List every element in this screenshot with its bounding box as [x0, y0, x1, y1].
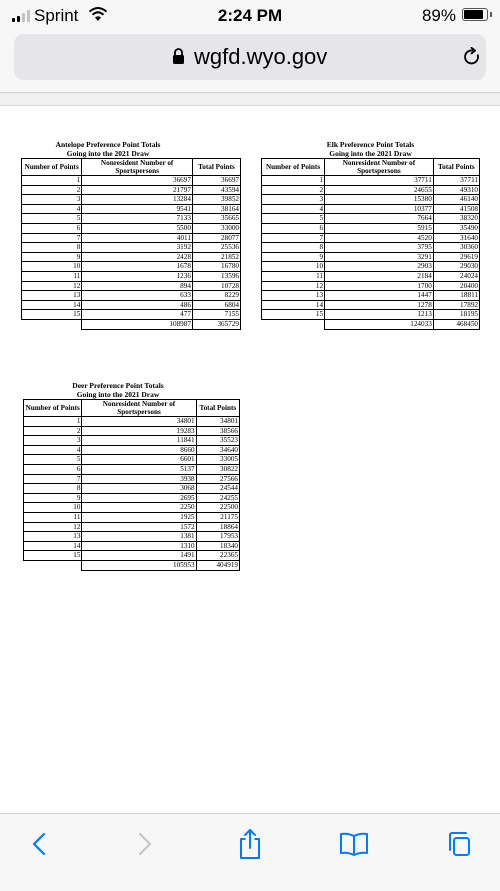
- table-row: [22, 281, 241, 291]
- table-row: [24, 541, 240, 551]
- antelope-subtitle: Going into the 2021 Draw: [66, 149, 150, 158]
- points-cell: 14: [24, 541, 82, 551]
- points-cell: 4: [24, 445, 82, 455]
- battery-nub: [490, 12, 492, 17]
- points-cell: 12: [22, 281, 82, 291]
- table-row: [22, 243, 241, 253]
- tabs-icon: [444, 830, 472, 858]
- table-row: [262, 176, 480, 186]
- points-cell: 6: [22, 223, 82, 233]
- total-points-cell: 18864: [196, 522, 239, 532]
- points-cell: 11: [262, 271, 325, 281]
- antelope-title-wrap: [21, 140, 241, 158]
- total-points-cell: 38164: [192, 204, 240, 214]
- sportspersons-cell: 3192: [82, 243, 193, 253]
- table-row: [22, 214, 241, 224]
- battery-icon: [462, 8, 488, 21]
- points-cell: 9: [22, 252, 82, 262]
- points-cell: 13: [24, 532, 82, 542]
- total-points-cell: 17953: [196, 532, 239, 542]
- table-row: [262, 223, 480, 233]
- sportspersons-cell: 633: [82, 291, 193, 301]
- sportspersons-cell: 2184: [325, 271, 434, 281]
- sportspersons-cell: 9541: [82, 204, 193, 214]
- status-bar: [0, 0, 500, 30]
- address-bar[interactable]: [14, 34, 486, 80]
- sportspersons-cell: 2903: [325, 262, 434, 272]
- elk-subtitle: Going into the 2021 Draw: [329, 149, 412, 158]
- points-cell: 10: [262, 262, 325, 272]
- total-points-cell: 29619: [433, 252, 479, 262]
- table-row: [24, 426, 240, 436]
- total-total-points-cell: 365729: [192, 319, 240, 329]
- table-row: [22, 185, 241, 195]
- total-points-cell: 29030: [433, 262, 479, 272]
- table-row: [262, 204, 480, 214]
- total-points-cell: 6804: [192, 300, 240, 310]
- sportspersons-cell: 6601: [82, 455, 196, 465]
- total-points-cell: 38566: [196, 426, 239, 436]
- page-header-strip: [0, 93, 500, 106]
- total-points-cell: 46140: [433, 195, 479, 205]
- total-points-cell: [22, 319, 82, 329]
- points-cell: 12: [24, 522, 82, 532]
- total-sportspersons-cell: 124033: [325, 319, 434, 329]
- share-button[interactable]: [232, 828, 268, 860]
- total-points-cell: 8229: [192, 291, 240, 301]
- points-cell: 15: [24, 551, 82, 561]
- table-row: [22, 262, 241, 272]
- points-cell: 13: [22, 291, 82, 301]
- table-row: [262, 281, 480, 291]
- elk-table-block: [261, 140, 480, 330]
- points-cell: 9: [262, 252, 325, 262]
- table-row: [24, 445, 240, 455]
- total-points-cell: 39852: [192, 195, 240, 205]
- sportspersons-cell: 1700: [325, 281, 434, 291]
- total-points-cell: 28077: [192, 233, 240, 243]
- total-points-cell: 36697: [192, 176, 240, 186]
- sportspersons-cell: 13284: [82, 195, 193, 205]
- bookmarks-button[interactable]: [336, 828, 372, 860]
- battery-level: [464, 10, 483, 19]
- total-points-cell: 7155: [192, 310, 240, 320]
- sportspersons-cell: 5500: [82, 223, 193, 233]
- points-cell: 1: [22, 176, 82, 186]
- table-row: [262, 262, 480, 272]
- sportspersons-cell: 1925: [82, 512, 196, 522]
- points-cell: 3: [262, 195, 325, 205]
- sportspersons-cell: 7664: [325, 214, 434, 224]
- table-row: [24, 503, 240, 513]
- table-row: [22, 176, 241, 186]
- table-row: [262, 271, 480, 281]
- sportspersons-cell: 1310: [82, 541, 196, 551]
- back-button[interactable]: [22, 828, 58, 860]
- total-points-cell: 10728: [192, 281, 240, 291]
- sportspersons-cell: 36697: [82, 176, 193, 186]
- header-total-points: Total Points: [192, 159, 240, 176]
- table-row: [24, 436, 240, 446]
- table-row: [262, 195, 480, 205]
- tabs-button[interactable]: [440, 828, 476, 860]
- sportspersons-cell: 15380: [325, 195, 434, 205]
- total-points-cell: 18195: [433, 310, 479, 320]
- header-number-of-points: Number of Points: [262, 159, 325, 176]
- table-row: [22, 271, 241, 281]
- sportspersons-cell: 7133: [82, 214, 193, 224]
- table-row: [262, 300, 480, 310]
- total-points-cell: 24255: [196, 493, 239, 503]
- totals-row: [24, 560, 240, 570]
- total-points-cell: 30360: [433, 243, 479, 253]
- total-points-cell: 18811: [433, 291, 479, 301]
- total-points-cell: 37711: [433, 176, 479, 186]
- table-row: [22, 300, 241, 310]
- table-row: [262, 214, 480, 224]
- points-cell: 3: [24, 436, 82, 446]
- total-sportspersons-cell: 108987: [82, 319, 193, 329]
- total-points-cell: 41508: [433, 204, 479, 214]
- sportspersons-cell: 1381: [82, 532, 196, 542]
- table-row: [22, 195, 241, 205]
- total-points-cell: 24024: [433, 271, 479, 281]
- points-cell: 8: [24, 484, 82, 494]
- points-cell: 7: [262, 233, 325, 243]
- sportspersons-cell: 10377: [325, 204, 434, 214]
- points-cell: 2: [24, 426, 82, 436]
- lock-icon: [172, 48, 185, 65]
- header-nonresident-sportspersons: Nonresident Number of Sportspersons: [82, 400, 196, 417]
- clock: 2:24 PM: [217, 6, 283, 25]
- total-points-cell: 38320: [433, 214, 479, 224]
- table-row: [22, 310, 241, 320]
- table-row: [262, 291, 480, 301]
- total-points-cell: 33005: [196, 455, 239, 465]
- sportspersons-cell: 3795: [325, 243, 434, 253]
- total-points-cell: [262, 319, 325, 329]
- antelope-table-block: [21, 140, 241, 330]
- total-points-cell: 13596: [192, 271, 240, 281]
- points-cell: 3: [22, 195, 82, 205]
- reload-icon[interactable]: [462, 47, 482, 67]
- sportspersons-cell: 3068: [82, 484, 196, 494]
- sportspersons-cell: 1213: [325, 310, 434, 320]
- table-row: [24, 512, 240, 522]
- table-row: [24, 551, 240, 561]
- table-row: [24, 493, 240, 503]
- total-points-cell: 17892: [433, 300, 479, 310]
- header-total-points: Total Points: [196, 400, 239, 417]
- total-points-cell: 25536: [192, 243, 240, 253]
- sportspersons-cell: 8660: [82, 445, 196, 455]
- sportspersons-cell: 2250: [82, 503, 196, 513]
- points-cell: 11: [22, 271, 82, 281]
- points-cell: 7: [22, 233, 82, 243]
- sportspersons-cell: 2428: [82, 252, 193, 262]
- points-cell: 4: [22, 204, 82, 214]
- antelope-title: Antelope Preference Point Totals: [55, 140, 161, 149]
- back-icon: [30, 832, 50, 856]
- table-row: [24, 532, 240, 542]
- total-points-cell: 21852: [192, 252, 240, 262]
- header-number-of-points: Number of Points: [24, 400, 82, 417]
- points-cell: 5: [24, 455, 82, 465]
- totals-row: [22, 319, 241, 329]
- total-points-cell: 20400: [433, 281, 479, 291]
- browser-address-area: [0, 30, 500, 93]
- points-cell: 4: [262, 204, 325, 214]
- sportspersons-cell: 1491: [82, 551, 196, 561]
- points-cell: 14: [22, 300, 82, 310]
- sportspersons-cell: 894: [82, 281, 193, 291]
- deer-title: Deer Preference Point Totals: [72, 381, 164, 390]
- sportspersons-cell: 4520: [325, 233, 434, 243]
- total-total-points-cell: 468450: [433, 319, 479, 329]
- table-row: [262, 252, 480, 262]
- total-points-cell: 22365: [196, 551, 239, 561]
- points-cell: 10: [22, 262, 82, 272]
- points-cell: 8: [22, 243, 82, 253]
- points-cell: 9: [24, 493, 82, 503]
- table-row: [262, 233, 480, 243]
- elk-title: Elk Preference Point Totals: [326, 140, 415, 149]
- total-points-cell: 24544: [196, 484, 239, 494]
- forward-button[interactable]: [126, 828, 162, 860]
- header-number-of-points: Number of Points: [22, 159, 82, 176]
- browser-toolbar: [0, 813, 500, 891]
- total-points-cell: 34640: [196, 445, 239, 455]
- sportspersons-cell: 5915: [325, 223, 434, 233]
- table-row: [24, 417, 240, 427]
- share-icon: [237, 828, 263, 860]
- points-cell: 15: [22, 310, 82, 320]
- header-nonresident-sportspersons: Nonresident Number of Sportspersons: [325, 159, 434, 176]
- total-points-cell: 33000: [192, 223, 240, 233]
- deer-table: [23, 399, 240, 571]
- sportspersons-cell: 37711: [325, 176, 434, 186]
- total-points-cell: 34801: [196, 417, 239, 427]
- sportspersons-cell: 3938: [82, 474, 196, 484]
- table-row: [22, 204, 241, 214]
- sportspersons-cell: 477: [82, 310, 193, 320]
- sportspersons-cell: 4011: [82, 233, 193, 243]
- table-row: [262, 310, 480, 320]
- total-points-cell: 30822: [196, 464, 239, 474]
- sportspersons-cell: 1447: [325, 291, 434, 301]
- points-cell: 8: [262, 243, 325, 253]
- table-row: [24, 474, 240, 484]
- points-cell: 13: [262, 291, 325, 301]
- table-row: [22, 291, 241, 301]
- sportspersons-cell: 1572: [82, 522, 196, 532]
- total-points-cell: [24, 560, 82, 570]
- header-nonresident-sportspersons: Nonresident Number of Sportspersons: [82, 159, 193, 176]
- points-cell: 14: [262, 300, 325, 310]
- table-row: [24, 455, 240, 465]
- sportspersons-cell: 1678: [82, 262, 193, 272]
- table-row: [24, 522, 240, 532]
- web-page-content: [0, 93, 500, 813]
- table-row: [262, 185, 480, 195]
- table-row: [22, 233, 241, 243]
- table-row: [22, 223, 241, 233]
- points-cell: 1: [262, 176, 325, 186]
- points-cell: 5: [22, 214, 82, 224]
- total-points-cell: 49310: [433, 185, 479, 195]
- sportspersons-cell: 34801: [82, 417, 196, 427]
- table-row: [24, 484, 240, 494]
- sportspersons-cell: 1236: [82, 271, 193, 281]
- sportspersons-cell: 19283: [82, 426, 196, 436]
- total-points-cell: 22500: [196, 503, 239, 513]
- points-cell: 2: [22, 185, 82, 195]
- sportspersons-cell: 11841: [82, 436, 196, 446]
- battery-percent: 89%: [421, 6, 456, 25]
- total-points-cell: 35665: [192, 214, 240, 224]
- sportspersons-cell: 1278: [325, 300, 434, 310]
- totals-row: [262, 319, 480, 329]
- deer-subtitle: Going into the 2021 Draw: [76, 390, 160, 399]
- sportspersons-cell: 2695: [82, 493, 196, 503]
- total-points-cell: 31640: [433, 233, 479, 243]
- bookmarks-icon: [338, 831, 370, 857]
- points-cell: 6: [262, 223, 325, 233]
- carrier-name: Sprint: [34, 6, 79, 25]
- total-points-cell: 27566: [196, 474, 239, 484]
- points-cell: 15: [262, 310, 325, 320]
- total-points-cell: 21175: [196, 512, 239, 522]
- points-cell: 12: [262, 281, 325, 291]
- sportspersons-cell: 486: [82, 300, 193, 310]
- points-cell: 2: [262, 185, 325, 195]
- total-points-cell: 35523: [196, 436, 239, 446]
- sportspersons-cell: 5137: [82, 464, 196, 474]
- total-points-cell: 43594: [192, 185, 240, 195]
- header-total-points: Total Points: [433, 159, 479, 176]
- total-points-cell: 18340: [196, 541, 239, 551]
- sportspersons-cell: 24655: [325, 185, 434, 195]
- deer-table-block: [23, 381, 240, 571]
- points-cell: 10: [24, 503, 82, 513]
- table-row: [24, 464, 240, 474]
- elk-table: [261, 158, 480, 330]
- table-row: [262, 243, 480, 253]
- points-cell: 11: [24, 512, 82, 522]
- total-total-points-cell: 404919: [196, 560, 239, 570]
- url-text[interactable]: wgfd.wyo.gov: [194, 44, 328, 69]
- points-cell: 7: [24, 474, 82, 484]
- table-row: [22, 252, 241, 262]
- points-cell: 5: [262, 214, 325, 224]
- points-cell: 1: [24, 417, 82, 427]
- total-points-cell: 16780: [192, 262, 240, 272]
- total-sportspersons-cell: 105953: [82, 560, 196, 570]
- antelope-table: [21, 158, 241, 330]
- forward-icon: [134, 832, 154, 856]
- points-cell: 6: [24, 464, 82, 474]
- sportspersons-cell: 3291: [325, 252, 434, 262]
- sportspersons-cell: 21797: [82, 185, 193, 195]
- total-points-cell: 35490: [433, 223, 479, 233]
